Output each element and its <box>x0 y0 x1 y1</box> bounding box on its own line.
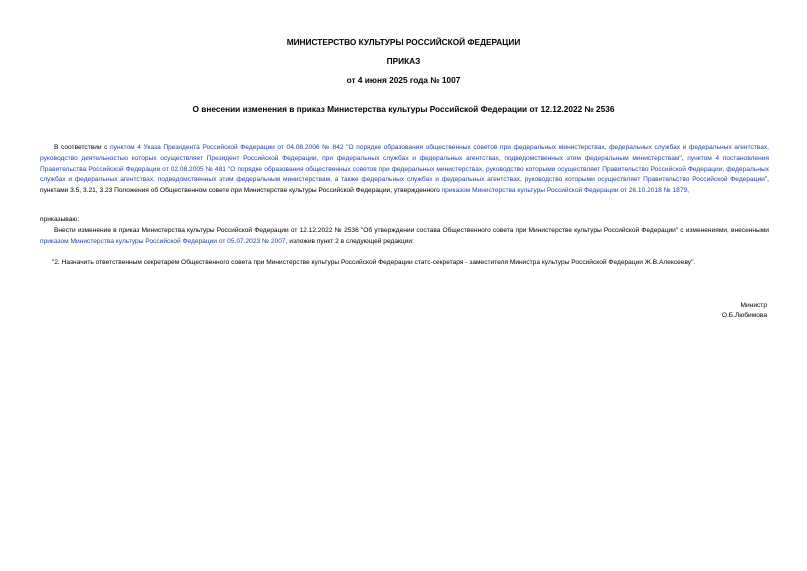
paragraph-text: , <box>681 154 688 162</box>
paragraph-basis <box>40 143 769 197</box>
document-title: О внесении изменения в приказ Министерства культуры Российской Федерации от 12.12.2022 № 2536 <box>192 104 615 114</box>
paragraph-text: "2. Назначить ответственным секретарем Общественного совета при Министерстве культуры Российской Федерации статс-секретаря - заместителя Министра культуры Российской Федерации Ж.В.Алексееву". <box>52 259 696 266</box>
link-order-2007[interactable]: приказом Министерства культуры Российской Федерации от 05.07.2023 № 2007 <box>40 237 286 245</box>
paragraph-new-wording <box>40 258 769 269</box>
paragraph-amendment <box>40 226 769 248</box>
paragraph-order-word: приказываю: <box>40 216 80 223</box>
signature-position: Министр <box>740 302 767 309</box>
link-presidential-decree[interactable]: пунктом 4 Указа Президента Российской Федерации от 04.08.2006 № 842 "О порядке образования общественных советов при федеральных министерствах, федеральных службах и федеральных агентствах, руководство деятельностью которых осуществляет Президент Российской Федерации, при федеральных службах и федеральных агентствах, подведомственных этим федеральным министерствам" <box>40 144 770 162</box>
ministry-heading: МИНИСТЕРСТВО КУЛЬТУРЫ РОССИЙСКОЙ ФЕДЕРАЦИИ <box>286 37 521 47</box>
paragraph-text: Внести изменение в приказ Министерства культуры Российской Федерации от 12.12.2022 № 2536 "Об утверждении состава Общественного совета при Министерстве культуры Российской Федерации" с изменениями, внесенными <box>54 227 769 234</box>
signature-name: О.Б.Любимова <box>721 312 767 319</box>
paragraph-text: , пунктами 3.5, 3.21, 3.23 Положения об Общественном совете при Министерстве культуры Российской Федерации, утвержденного <box>40 176 769 195</box>
paragraph-text: В соответствии с <box>54 144 111 151</box>
date-number-heading: от 4 июня 2025 года № 1007 <box>346 75 461 85</box>
document-type-heading: ПРИКАЗ <box>386 56 421 66</box>
link-government-resolution[interactable]: пунктом 4 постановления Правительства Российской Федерации от 02.08.2005 № 481 "О порядке образования общественных советов при федеральных министерствах, руководство которыми осуществляет Правительство Российской Федерации, федеральных службах и федеральных агентствах, подведомственных этим федеральным министерствам, а также федеральных службах и федеральных агентствах, руководство которыми осуществляет Правительство Российской Федерации" <box>40 154 769 184</box>
paragraph-text: , изложив пункт 2 в следующей редакции: <box>285 237 414 245</box>
paragraph-text: , <box>687 187 690 195</box>
link-order-1879[interactable]: приказом Министерства культуры Российской Федерации от 26.10.2018 № 1879 <box>441 187 688 195</box>
